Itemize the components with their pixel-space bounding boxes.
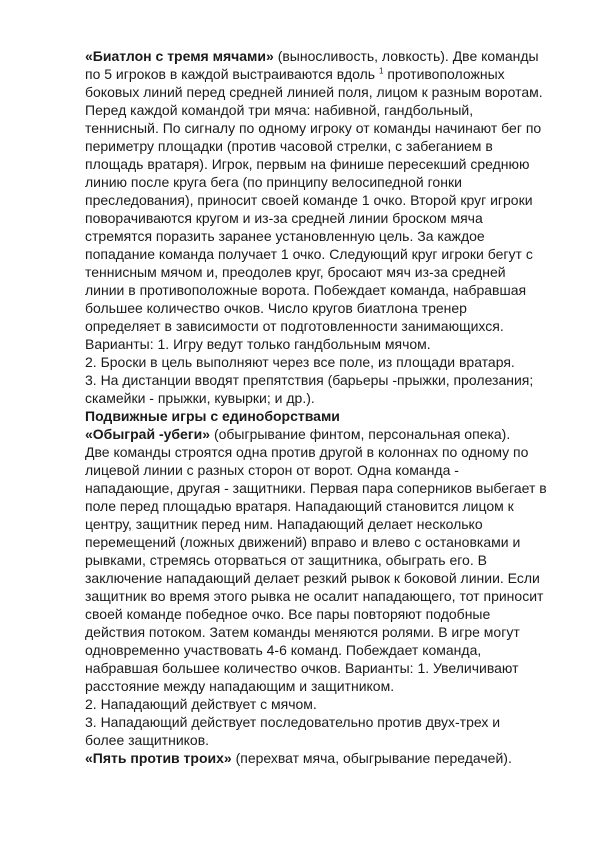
outplay-title: «Обыграй -убеги»	[85, 426, 211, 442]
outplay-paragraph	[85, 425, 557, 443]
footnote-mark[interactable]: 1	[378, 66, 384, 76]
biathlon-intro: (выносливость, ловкость). Две команды по 5 игроков в каждой выстраиваются вдоль	[85, 48, 539, 82]
five-vs-three-intro: (перехват мяча, обыгрывание передачей).	[231, 750, 512, 766]
biathlon-body: противоположных боковых линий перед средней линией поля, лицом к разным воротам. Перед каждой командой три мяча: набивной, гандбольный, теннисный. По сигналу по одному игроку от команды начинают бег по периметру площадки (против часовой стрелки, с забеганием в площадь вратаря). Игрок, первым на финише пересекший среднюю линию после круга бега (по принципу велосипедной гонки преследования), приносит своей команде 1 очко. Второй круг игроки поворачиваются кругом и из-за средней линии броском мяча стремятся поразить заранее установленную цель. За каждое попадание команда получает 1 очко. Следующий круг игроки бегут с теннисным мячом и, преодолев круг, бросают мяч из-за средней линии в противоположные ворота. Побеждает команда, набравшая большее количество очков. Число кругов биатлона тренер определяет в зависимости от подготовленности занимающихся. Варианты: 1. Игру ведут только гандбольным мячом.	[85, 66, 543, 352]
outplay-variant-3: 3. Нападающий действует последовательно против двух-трех и более защитников.	[85, 714, 501, 748]
biathlon-paragraph	[85, 47, 557, 353]
outplay-variant-2: 2. Нападающий действует с мячом.	[85, 696, 317, 712]
five-vs-three-title: «Пять против троих»	[85, 750, 232, 766]
biathlon-title: «Биатлон с тремя мячами»	[85, 48, 274, 64]
outplay-body: Две команды строятся одна против другой в колоннах по одному по лицевой линии с разных сторон от ворот. Одна команда - нападающие, другая - защитники. Первая пара соперников выбегает в поле перед площадью вратаря. Нападающий становится лицом к центру, защитник перед ним. Нападающий делает несколько перемещений (ложных движений) вправо и влево с остановками и рывками, стремясь оторваться от защитника, обыграть его. В заключение нападающий делает резкий рывок к боковой линии. Если защитник во время этого рывка не осалит нападающего, тот приносит своей команде победное очко. Все пары повторяют подобные действия потоком. Затем команды меняются ролями. В игре могут одновременно участвовать 4-6 команд. Побеждает команда, набравшая большее количество очков. Варианты: 1. Увеличивают расстояние между нападающим и защитником.	[85, 444, 547, 694]
biathlon-variant-2: 2. Броски в цель выполняют через все поле, из площади вратаря.	[85, 354, 515, 370]
document-page	[85, 47, 557, 767]
five-vs-three-paragraph	[85, 749, 557, 767]
biathlon-variant-3: 3. На дистанции вводят препятствия (барьеры -прыжки, пролезания; скамейки - прыжки, кувырки; и др.).	[85, 372, 534, 406]
section-heading: Подвижные игры с единоборствами	[85, 408, 340, 424]
outplay-intro: (обыгрывание финтом, персональная опека).	[210, 426, 511, 442]
